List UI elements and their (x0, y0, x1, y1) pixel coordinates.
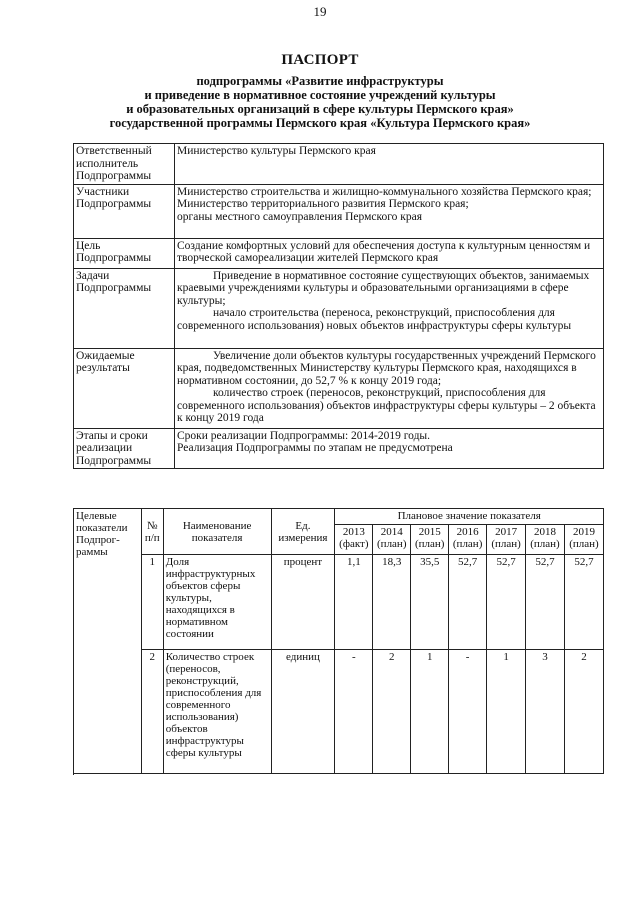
row-value: 1,1 (335, 555, 373, 650)
subtitle-line: и приведение в нормативное состояние учреждений культуры (144, 88, 496, 102)
row-value: Создание комфортных условий для обеспечения доступа к культурным ценностям и творческой самореализации жителей Пермского края (175, 238, 604, 268)
row-label: Участники Подпрограммы (74, 184, 175, 238)
row-value (175, 184, 604, 238)
year-header (564, 525, 603, 555)
row-label: Цель Подпрограммы (74, 238, 175, 268)
participant-line: Министерство строительства и жилищно-коммунального хозяйства Пермского края; (177, 185, 592, 198)
table-row (74, 650, 604, 774)
year-header (373, 525, 411, 555)
row-value: Министерство культуры Пермского края (175, 144, 604, 185)
col-header-plan: Плановое значение показателя (335, 509, 604, 525)
subtitle-line: подпрограммы «Развитие инфраструктуры (196, 74, 444, 88)
row-value: 18,3 (373, 555, 411, 650)
year-label: 2013 (342, 526, 365, 538)
row-label: Задачи Подпрограммы (74, 268, 175, 348)
col-header-name: Наименование показателя (163, 509, 271, 555)
row-value: - (335, 650, 373, 774)
row-unit: единиц (271, 650, 335, 774)
row-unit: процент (271, 555, 335, 650)
year-note: (план) (377, 538, 407, 550)
row-value: - (449, 650, 487, 774)
participant-line: органы местного самоуправления Пермского края (177, 210, 423, 223)
row-value: 1 (411, 650, 449, 774)
year-header (335, 525, 373, 555)
year-label: 2017 (495, 526, 518, 538)
passport-table (73, 143, 604, 469)
row-value: 52,7 (526, 555, 565, 650)
row-value: 3 (526, 650, 565, 774)
table-row (74, 555, 604, 650)
targets-header-row (74, 509, 604, 525)
passport-row-stages (74, 428, 604, 469)
result-paragraph: количество строек (переносов, реконструкций, приспособления для современного использования) объектов инфраструктуры сферы культуры – 2 объекта к концу 2019 года (177, 387, 596, 424)
row-num: 1 (141, 555, 163, 650)
stage-line: Сроки реализации Подпрограммы: 2014-2019 годы. (177, 429, 431, 442)
row-name: Количество строек (переносов, реконструкций, приспособления для современного использования) объектов инфраструктуры сферы культуры (163, 650, 271, 774)
year-note: (план) (452, 538, 483, 550)
task-paragraph: начало строительства (переноса, реконструкций, приспособления для современного использования) новых объектов инфраструктуры сферы культуры (177, 307, 572, 332)
year-note: (план) (491, 538, 521, 550)
year-note: (план) (569, 538, 599, 550)
passport-row-tasks (74, 268, 604, 348)
year-header (487, 525, 526, 555)
participant-line: Министерство территориального развития Пермского края; (177, 198, 469, 210)
row-label: Ожидаемые результаты (74, 348, 175, 428)
targets-table (73, 508, 604, 774)
year-label: 2016 (456, 526, 479, 538)
row-value: 2 (564, 650, 603, 774)
year-label: 2015 (418, 526, 441, 538)
task-paragraph: Приведение в нормативное состояние существующих объектов, занимаемых краевыми учреждениями культуры и образовательными организациями в сфере культуры; (177, 269, 590, 307)
row-value: 52,7 (564, 555, 603, 650)
row-num: 2 (141, 650, 163, 774)
targets-label: Целевые показатели Подпрог-раммы (74, 509, 142, 774)
row-value: 1 (487, 650, 526, 774)
year-header (449, 525, 487, 555)
row-value (175, 268, 604, 348)
year-note: (факт) (339, 538, 369, 550)
row-name: Доля инфраструктурных объектов сферы культуры, находящихся в нормативном состоянии (163, 555, 271, 650)
passport-row-participants (74, 184, 604, 238)
row-value (175, 348, 604, 428)
passport-row-responsible (74, 144, 604, 185)
year-label: 2018 (533, 526, 556, 538)
year-label: 2019 (572, 526, 595, 538)
page-number: 19 (313, 4, 327, 19)
row-value: 2 (373, 650, 411, 774)
stage-line: Реализация Подпрограммы по этапам не предусмотрена (177, 442, 453, 454)
passport-row-results (74, 348, 604, 428)
year-label: 2014 (380, 526, 403, 538)
page-subtitle (40, 74, 600, 130)
col-header-unit: Ед. измерения (271, 509, 335, 555)
subtitle-line: государственной программы Пермского края «Культура Пермского края» (109, 116, 531, 130)
subtitle-line: и образовательных организаций в сфере культуры Пермского края» (126, 102, 514, 116)
row-label: Ответственный исполнитель Подпрограммы (74, 144, 175, 185)
year-note: (план) (414, 538, 445, 550)
year-header (526, 525, 565, 555)
year-header (411, 525, 449, 555)
row-label: Этапы и сроки реализации Подпрограммы (74, 428, 175, 469)
page-title: ПАСПОРТ (281, 52, 359, 68)
row-value (175, 428, 604, 469)
result-paragraph: Увеличение доли объектов культуры государственных учреждений Пермского края, подведомственных Министерству культуры Пермского края, находящихся в нормативном состоянии, до 52,7 % к концу 2019 года; (177, 349, 596, 387)
row-value: 52,7 (449, 555, 487, 650)
col-header-num: № п/п (141, 509, 163, 555)
year-note: (план) (530, 538, 560, 550)
row-value: 52,7 (487, 555, 526, 650)
row-value: 35,5 (411, 555, 449, 650)
passport-row-goal (74, 238, 604, 268)
